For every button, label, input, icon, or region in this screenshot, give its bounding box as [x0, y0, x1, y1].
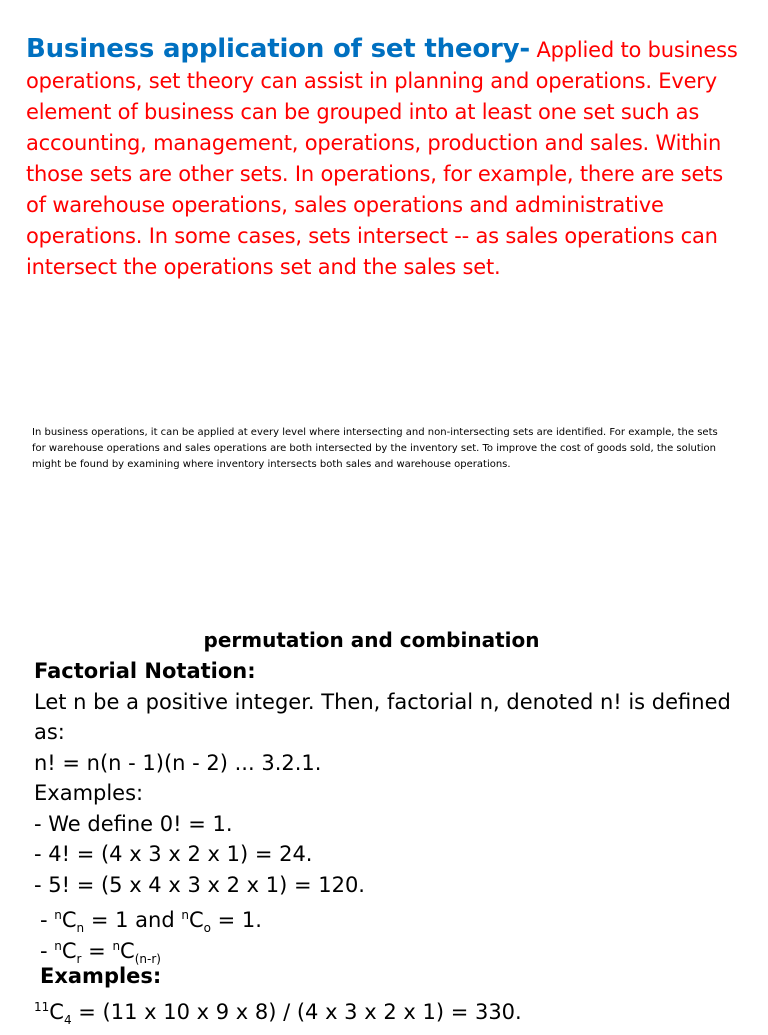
- ncn-c-1: C: [61, 908, 77, 932]
- ncr-sup-1: n: [54, 938, 62, 953]
- examples-label: Examples:: [34, 781, 144, 805]
- ncr-sub-1: r: [76, 951, 82, 966]
- definition-line-1: Let n be a positive integer. Then, factorial n, denoted n! is defined: [34, 689, 731, 714]
- ncn-dash: -: [40, 908, 55, 932]
- example-3: - 5! = (5 x 4 x 3 x 2 x 1) = 120.: [34, 872, 365, 897]
- ncr-dash: -: [40, 938, 55, 963]
- permutation-section: [34, 656, 754, 1027]
- ncn-sup-1: n: [54, 908, 62, 922]
- example-2: - 4! = (4 x 3 x 2 x 1) = 24.: [34, 842, 313, 866]
- ncn-rule: [34, 900, 754, 936]
- definition-line-2: as:: [34, 720, 65, 744]
- comb-sub: 4: [63, 1012, 72, 1027]
- factorial-heading: Factorial Notation:: [34, 659, 256, 683]
- ncn-sub-1: n: [76, 921, 85, 936]
- examples-label-2: Examples:: [40, 964, 162, 988]
- example-1: - We define 0! = 1.: [34, 811, 233, 836]
- section-heading: Business application of set theory-: [26, 34, 530, 64]
- ncn-end: = 1.: [210, 908, 262, 932]
- small-paragraph: In business operations, it can be applied at every level where intersecting and non-intersecting sets are identified. For example, the sets for warehouse operations and sales operations are both intersected by the inventory set. To improve the cost of goods sold, the solution might be found by examining where inventory intersects both sales and warehouse operations.: [32, 427, 718, 470]
- ncn-sub-2: o: [203, 921, 211, 936]
- ncr-c-1: C: [61, 938, 77, 963]
- ncr-c-2: C: [120, 938, 135, 963]
- ncr-mid: =: [81, 938, 113, 963]
- comb-rest: = (11 x 10 x 9 x 8) / (4 x 3 x 2 x 1) = 330.: [71, 999, 522, 1024]
- ncn-sup-2: n: [181, 908, 189, 922]
- intro-text: Applied to business operations, set theory can assist in planning and operations. Every element of business can be grouped into at least one set such as accounting, management, operations, production and sales. Within those sets are other sets. In operations, for example, there are sets of warehouse operations, sales operations and administrative operations. In some cases, sets intersect -- as sales operations can intersect the operations set and the sales set.: [26, 38, 738, 279]
- comb-c: C: [49, 999, 64, 1024]
- ncr-sup-2: n: [112, 938, 121, 953]
- intro-paragraph: [26, 34, 742, 283]
- perm-title: permutation and combination: [203, 628, 540, 652]
- factorial-formula: n! = n(n - 1)(n - 2) ... 3.2.1.: [34, 750, 322, 775]
- ncr-rule: [34, 931, 754, 966]
- ncn-mid: = 1 and: [84, 908, 182, 932]
- comb-sup: 11: [34, 999, 50, 1014]
- combination-example: [34, 992, 754, 1027]
- ncr-sub-2: (n-r): [134, 951, 161, 966]
- ncn-c-2: C: [188, 908, 204, 932]
